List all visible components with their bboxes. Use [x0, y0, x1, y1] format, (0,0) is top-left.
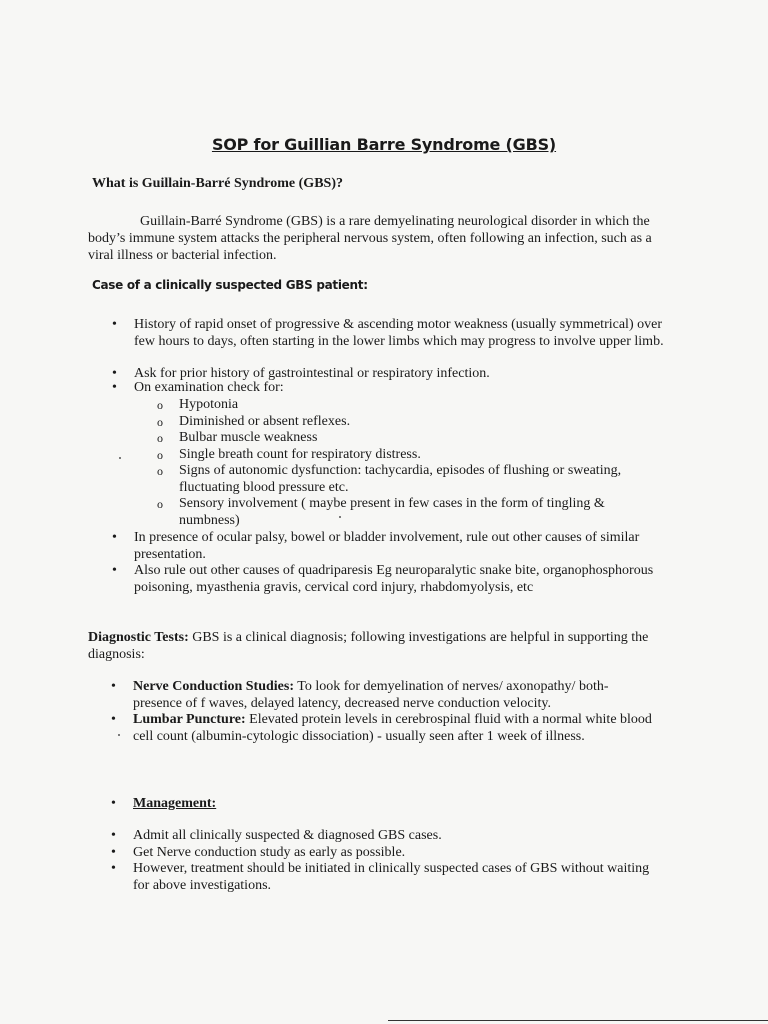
exam-item: o Single breath count for respiratory distress.: [157, 447, 421, 462]
list-item: • History of rapid onset of progressive & ascending motor weakness (usually symmetrical) over few hours to days, often starting in the lower limbs which may progress to involve upper limb.: [112, 317, 664, 349]
bullet-marker: •: [111, 679, 116, 694]
scan-speck: [339, 516, 341, 518]
bottom-rule: [388, 1020, 768, 1021]
exam-item: o Hypotonia: [157, 397, 239, 412]
case-heading: Case of a clinically suspected GBS patient:: [92, 278, 368, 292]
exam-item: o Sensory involvement ( maybe present in few cases in the form of tingling & numbness): [157, 496, 605, 528]
list-item: • Get Nerve conduction study as early as possible.: [111, 845, 406, 860]
exam-item: o Diminished or absent reflexes.: [157, 414, 351, 429]
bullet-marker: •: [111, 861, 116, 876]
scan-speck: [119, 457, 121, 459]
sub-bullet-marker: o: [157, 448, 163, 462]
sub-bullet-marker: o: [157, 398, 163, 412]
management-heading-item: [111, 796, 433, 813]
bullet-marker: •: [112, 366, 117, 381]
list-item: • Ask for prior history of gastrointestinal or respiratory infection.: [112, 366, 490, 381]
bullet-marker: •: [111, 712, 116, 727]
document-title: SOP for Guillian Barre Syndrome (GBS): [211, 135, 557, 154]
list-item: • On examination check for:: [112, 380, 284, 395]
management-heading: Management:: [133, 796, 217, 811]
list-item: • Admit all clinically suspected & diagnosed GBS cases.: [111, 828, 442, 843]
bullet-marker: •: [112, 530, 117, 545]
sub-bullet-marker: o: [157, 415, 163, 429]
intro-paragraph: Guillain-Barré Syndrome (GBS) is a rare demyelinating neurological disorder in which the body’s immune system attacks the peripheral nervous system, often following an infection, such as a viral illness or bacterial infection.: [88, 214, 652, 263]
bullet-marker: •: [111, 845, 116, 860]
sub-bullet-marker: o: [157, 464, 163, 478]
exam-item: o Bulbar muscle weakness: [157, 430, 318, 445]
diagnostic-label: Diagnostic Tests:: [88, 630, 189, 645]
bullet-marker: •: [112, 563, 117, 578]
bullet-marker: •: [111, 796, 116, 811]
sub-bullet-marker: o: [157, 497, 163, 511]
bullet-marker: •: [112, 380, 117, 395]
bullet-marker: •: [112, 317, 117, 332]
what-is-gbs-heading: What is Guillain-Barré Syndrome (GBS)?: [92, 176, 343, 191]
list-item: • In presence of ocular palsy, bowel or bladder involvement, rule out other causes of similar presentation.: [112, 530, 640, 562]
list-item: • Lumbar Puncture: Elevated protein levels in cerebrospinal fluid with a normal white blood cell count (albumin-cytologic dissociation) - usually seen after 1 week of illness.: [111, 712, 652, 744]
list-item: • Also rule out other causes of quadriparesis Eg neuroparalytic snake bite, organophosphorous poisoning, myasthenia gravis, cervical cord injury, rhabdomyolysis, etc: [112, 563, 654, 595]
scan-speck: [118, 734, 120, 736]
list-item: • Nerve Conduction Studies: To look for demyelination of nerves/ axonopathy/ both- presence of f waves, delayed latency, decreased nerve conduction velocity.: [111, 679, 609, 711]
list-item: • However, treatment should be initiated in clinically suspected cases of GBS without waiting for above investigations.: [111, 861, 650, 893]
bullet-marker: •: [111, 828, 116, 843]
sub-bullet-marker: o: [157, 431, 163, 445]
exam-item: o Signs of autonomic dysfunction: tachycardia, episodes of flushing or sweating, fluctuating blood pressure etc.: [157, 463, 622, 495]
diagnostic-paragraph: Diagnostic Tests: GBS is a clinical diagnosis; following investigations are helpful in supporting the diagnosis:: [88, 630, 649, 662]
